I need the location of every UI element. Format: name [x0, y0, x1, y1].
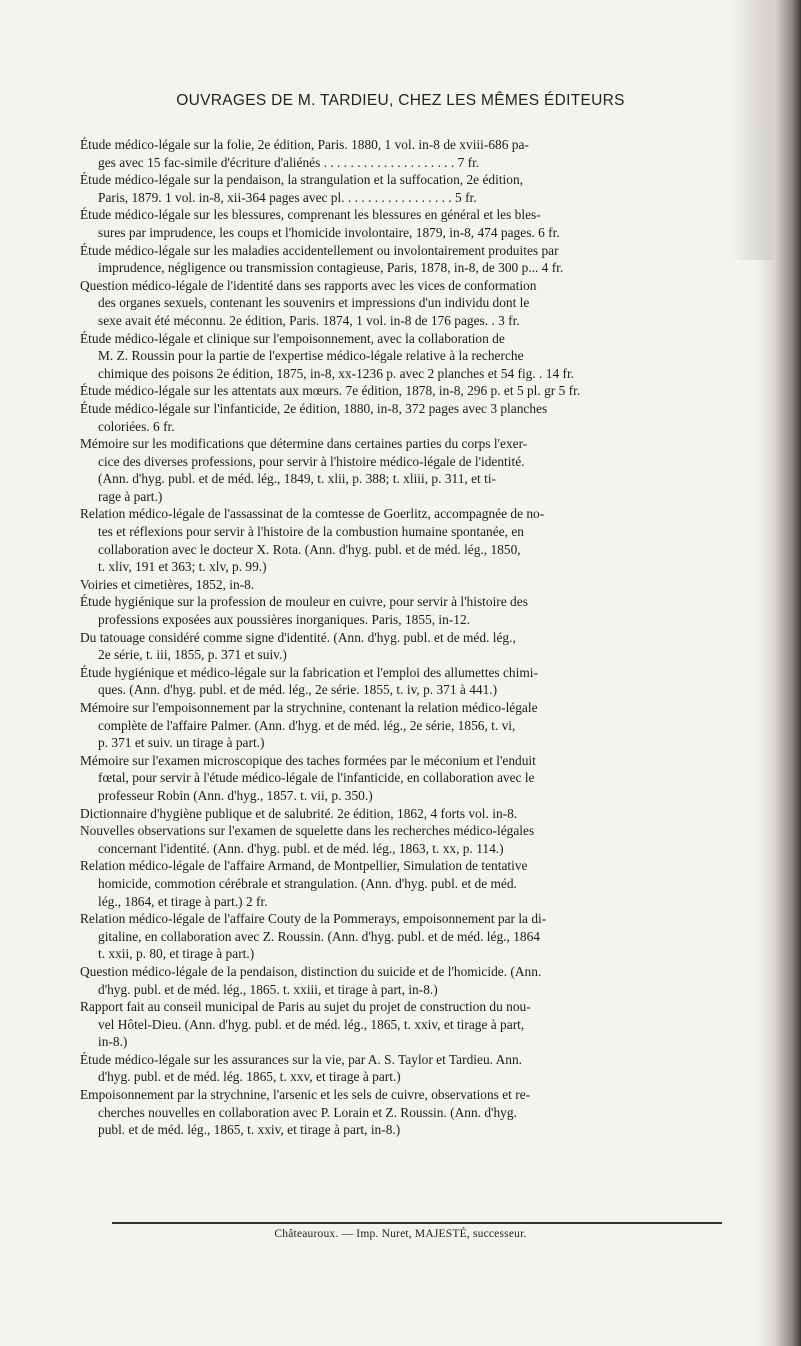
- footer-rule: [112, 1222, 722, 1224]
- entry-line: publ. et de méd. lég., 1865, t. xxiv, et tirage à part, in-8.): [98, 1122, 401, 1138]
- entry-line: Étude médico-légale sur les attentats aux mœurs. 7e édition, 1878, in-8, 296 p. et 5 pl. gr 5 fr.: [80, 383, 581, 399]
- entry-line: des organes sexuels, contenant les souvenirs et impressions d'un individu dont le: [98, 295, 530, 311]
- entry-line: Mémoire sur l'examen microscopique des taches formées par le méconium et l'enduit: [80, 752, 536, 768]
- entry-line: Étude médico-légale et clinique sur l'empoisonnement, avec la collaboration de: [80, 330, 505, 346]
- entry-line: Paris, 1879. 1 vol. in-8, xii-364 pages avec pl. . . . . . . . . . . . . . . . . 5 fr.: [98, 189, 477, 205]
- bibliography-entry: [80, 330, 750, 383]
- page-title: OUVRAGES DE M. TARDIEU, CHEZ LES MÊMES ÉDITEURS: [176, 92, 625, 109]
- bibliography-entry: [80, 822, 750, 857]
- bibliography-entry: [80, 1086, 750, 1139]
- bibliography-entry: [80, 277, 750, 330]
- entry-line: vel Hôtel-Dieu. (Ann. d'hyg. publ. et de méd. lég., 1865, t. xxiv, et tirage à part,: [98, 1016, 525, 1032]
- entry-line: Étude médico-légale sur l'infanticide, 2e édition, 1880, in-8, 372 pages avec 3 planches: [80, 400, 548, 416]
- entry-line: tes et réflexions pour servir à l'histoire de la combustion humaine spontanée, en: [98, 524, 524, 540]
- entry-line: d'hyg. publ. et de méd. lég. 1865, t. xxv, et tirage à part.): [98, 1069, 401, 1085]
- bibliography-entry: [80, 593, 750, 628]
- entry-line: in-8.): [98, 1034, 128, 1050]
- entry-line: gitaline, en collaboration avec Z. Roussin. (Ann. d'hyg. publ. et de méd. lég., 1864: [98, 928, 540, 944]
- bibliography-entry: [80, 171, 750, 206]
- entry-line: lég., 1864, et tirage à part.) 2 fr.: [98, 893, 268, 909]
- bibliography-entry: [80, 435, 750, 505]
- entry-line: p. 371 et suiv. un tirage à part.): [98, 735, 265, 751]
- bibliography-entry: [80, 242, 750, 277]
- entry-line: fœtal, pour servir à l'étude médico-légale de l'infanticide, en collaboration avec le: [98, 770, 535, 786]
- bibliography-entry: [80, 206, 750, 241]
- entry-line: homicide, commotion cérébrale et strangulation. (Ann. d'hyg. publ. et de méd.: [98, 875, 517, 891]
- entry-line: M. Z. Roussin pour la partie de l'expertise médico-légale relative à la recherche: [98, 348, 524, 364]
- bibliography-entry: [80, 629, 750, 664]
- bibliography-entry: [80, 664, 750, 699]
- entry-line: ques. (Ann. d'hyg. publ. et de méd. lég., 2e série. 1855, t. iv, p. 371 à 441.): [98, 682, 498, 698]
- entry-line: Relation médico-légale de l'affaire Armand, de Montpellier, Simulation de tentative: [80, 858, 528, 874]
- entry-line: Étude hygiénique et médico-légale sur la fabrication et l'emploi des allumettes chimi-: [80, 664, 538, 680]
- entry-line: Du tatouage considéré comme signe d'identité. (Ann. d'hyg. publ. et de méd. lég.,: [80, 629, 516, 645]
- entry-line: Empoisonnement par la strychnine, l'arsenic et les sels de cuivre, observations et re-: [80, 1087, 531, 1103]
- entry-line: Étude médico-légale sur les blessures, comprenant les blessures en général et les bles-: [80, 207, 541, 223]
- entry-line: t. xliv, 191 et 363; t. xlv, p. 99.): [98, 559, 267, 575]
- entry-line: Question médico-légale de la pendaison, distinction du suicide et de l'homicide. (Ann.: [80, 963, 542, 979]
- entry-line: cice des diverses professions, pour servir à l'histoire médico-légale de l'identité.: [98, 453, 525, 469]
- entry-line: 2e série, t. iii, 1855, p. 371 et suiv.): [98, 647, 287, 663]
- bibliography-entry: [80, 400, 750, 435]
- entry-line: collaboration avec le docteur X. Rota. (Ann. d'hyg. publ. et de méd. lég., 1850,: [98, 541, 521, 557]
- entry-line: Étude médico-légale sur la folie, 2e édition, Paris. 1880, 1 vol. in-8 de xviii-686 pa-: [80, 137, 529, 152]
- entry-line: Question médico-légale de l'identité dans ses rapports avec les vices de conformation: [80, 277, 537, 293]
- entry-line: Dictionnaire d'hygiène publique et de salubrité. 2e édition, 1862, 4 forts vol. in-8.: [80, 805, 518, 821]
- entry-line: complète de l'affaire Palmer. (Ann. d'hyg. et de méd. lég., 2e série, 1856, t. vi,: [98, 717, 516, 733]
- entry-line: professeur Robin (Ann. d'hyg., 1857. t. vii, p. 350.): [98, 787, 373, 803]
- entry-line: Relation médico-légale de l'affaire Couty de la Pommerays, empoisonnement par la di-: [80, 911, 547, 927]
- bibliography-entry: [80, 699, 750, 752]
- page-edge-shadow: [757, 0, 801, 1346]
- bibliography-entry: [80, 505, 750, 575]
- entry-line: Étude médico-légale sur les maladies accidentellement ou involontairement produites par: [80, 242, 559, 258]
- bibliography-entry: [80, 382, 750, 400]
- bibliography-entry: [80, 136, 750, 171]
- bibliography-entry: [80, 1051, 750, 1086]
- entry-line: Étude médico-légale sur la pendaison, la strangulation et la suffocation, 2e édition,: [80, 172, 523, 188]
- bibliography-entry: [80, 857, 750, 910]
- entry-line: sures par imprudence, les coups et l'homicide involontaire, 1879, in-8, 474 pages. 6 fr.: [98, 224, 560, 240]
- entry-line: Nouvelles observations sur l'examen de squelette dans les recherches médico-légales: [80, 823, 535, 839]
- entry-line: Rapport fait au conseil municipal de Paris au sujet du projet de construction du nou-: [80, 999, 531, 1015]
- entry-line: d'hyg. publ. et de méd. lég., 1865. t. xxiii, et tirage à part, in-8.): [98, 981, 438, 997]
- bibliography-entry: [80, 805, 750, 823]
- entry-line: ges avec 15 fac-simile d'écriture d'aliénés . . . . . . . . . . . . . . . . . . . . 7 fr.: [98, 154, 480, 170]
- printer-imprint: Châteauroux. — Imp. Nuret, MAJESTÉ, successeur.: [274, 1228, 527, 1240]
- entry-line: sexe avait été méconnu. 2e édition, Paris. 1874, 1 vol. in-8 de 176 pages. . 3 fr.: [98, 312, 520, 328]
- entry-line: Relation médico-légale de l'assassinat de la comtesse de Goerlitz, accompagnée de no-: [80, 506, 545, 522]
- entry-line: cherches nouvelles en collaboration avec P. Lorain et Z. Roussin. (Ann. d'hyg.: [98, 1104, 517, 1120]
- bibliography-entry: [80, 963, 750, 998]
- entry-line: Étude médico-légale sur les assurances sur la vie, par A. S. Taylor et Tardieu. Ann.: [80, 1051, 522, 1067]
- bibliography-entry: [80, 576, 750, 594]
- entry-line: Étude hygiénique sur la profession de mouleur en cuivre, pour servir à l'histoire des: [80, 594, 528, 610]
- bibliography-entry: [80, 910, 750, 963]
- entry-line: Voiries et cimetières, 1852, in-8.: [80, 576, 255, 592]
- entry-line: t. xxii, p. 80, et tirage à part.): [98, 946, 255, 962]
- bibliography-entry: [80, 998, 750, 1051]
- bibliography-list: [80, 136, 750, 1139]
- entry-line: (Ann. d'hyg. publ. et de méd. lég., 1849, t. xlii, p. 388; t. xliii, p. 311, et ti-: [98, 471, 497, 487]
- entry-line: professions exposées aux poussières inorganiques. Paris, 1855, in-12.: [98, 612, 471, 628]
- entry-line: Mémoire sur l'empoisonnement par la strychnine, contenant la relation médico-légale: [80, 700, 538, 715]
- entry-line: Mémoire sur les modifications que détermine dans certaines parties du corps l'exer-: [80, 436, 528, 452]
- entry-line: coloriées. 6 fr.: [98, 418, 175, 434]
- entry-line: concernant l'identité. (Ann. d'hyg. publ. et de méd. lég., 1863, t. xx, p. 114.): [98, 840, 504, 856]
- bibliography-entry: [80, 752, 750, 805]
- entry-line: rage à part.): [98, 488, 163, 504]
- entry-line: chimique des poisons 2e édition, 1875, in-8, xx-1236 p. avec 2 planches et 54 fig. . 14 fr.: [98, 365, 575, 381]
- entry-line: imprudence, négligence ou transmission contagieuse, Paris, 1878, in-8, de 300 p... 4 fr.: [98, 260, 564, 276]
